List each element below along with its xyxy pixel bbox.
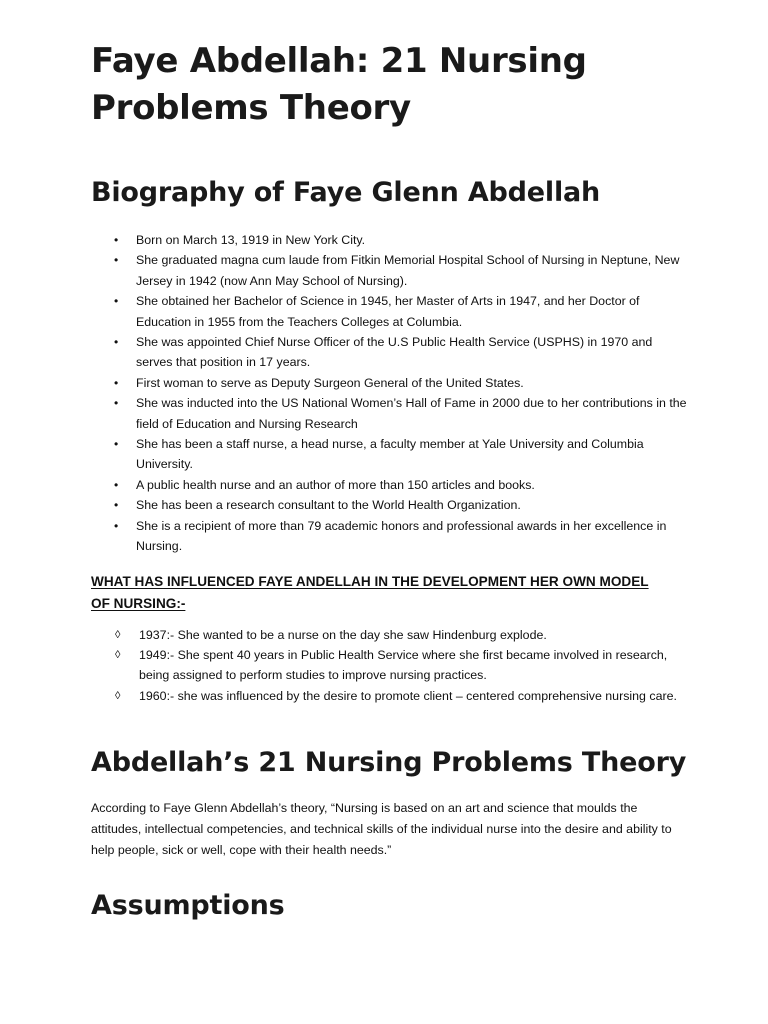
list-item-text: She graduated magna cum laude from Fitkin Memorial Hospital School of Nursing in Neptune, New Jersey in 1942 (now Ann May School of Nursing).: [136, 253, 680, 288]
bullet-icon: •: [114, 294, 119, 309]
bullet-icon: •: [114, 375, 119, 390]
diamond-bullet-icon: ◊: [115, 689, 121, 702]
bullet-icon: •: [114, 253, 119, 268]
bullet-icon: •: [114, 518, 119, 533]
list-item: [91, 645, 691, 686]
bullet-icon: •: [114, 477, 119, 492]
list-item: [91, 250, 691, 291]
list-item-text: First woman to serve as Deputy Surgeon General of the United States.: [136, 375, 524, 390]
theory-heading: Abdellah’s 21 Nursing Problems Theory: [91, 747, 687, 779]
list-item: [91, 495, 691, 515]
bullet-icon: •: [114, 233, 119, 247]
list-item-text: 1960:- she was influenced by the desire to promote client – centered comprehensive nursing care.: [139, 688, 677, 703]
list-item-text: 1937:- She wanted to be a nurse on the day she saw Hindenburg explode.: [139, 627, 547, 642]
bullet-icon: •: [114, 498, 119, 513]
list-item: [91, 434, 691, 475]
diamond-bullet-icon: ◊: [115, 648, 121, 661]
list-item: [91, 475, 691, 495]
assumptions-heading: Assumptions: [91, 890, 285, 922]
list-item: [91, 230, 691, 250]
list-item: [91, 291, 691, 332]
list-item: [91, 373, 691, 393]
document-title: Faye Abdellah: 21 Nursing Problems Theory: [91, 41, 587, 128]
list-item-text: 1949:- She spent 40 years in Public Health Service where she first became involved in research, being assigned to perform studies to improve nursing practices.: [139, 647, 668, 683]
list-item: [91, 393, 691, 434]
document-content: [91, 38, 691, 923]
theory-paragraph: According to Faye Glenn Abdellah’s theory, “Nursing is based on an art and science that moulds the attitudes, intellectual competencies, and technical skills of the individual nurse into the desire and ability to help people, sick or well, cope with their health needs.”: [91, 801, 672, 858]
list-item: [91, 686, 691, 706]
biography-heading: Biography of Faye Glenn Abdellah: [91, 177, 601, 208]
influences-list: [91, 625, 691, 707]
list-item: [91, 516, 691, 557]
list-item-text: She is a recipient of more than 79 academic honors and professional awards in her excellence in Nursing.: [136, 518, 667, 554]
bullet-icon: •: [114, 437, 119, 452]
diamond-bullet-icon: ◊: [115, 628, 121, 641]
bullet-icon: •: [114, 335, 119, 350]
bullet-icon: •: [114, 396, 119, 411]
list-item-text: She was appointed Chief Nurse Officer of the U.S Public Health Service (USPHS) in 1970 and serves that position in 17 years.: [136, 335, 653, 370]
influences-heading: WHAT HAS INFLUENCED FAYE ANDELLAH IN THE DEVELOPMENT HER OWN MODEL OF NURSING:-: [91, 573, 649, 611]
list-item: [91, 332, 691, 373]
biography-list: [91, 230, 691, 557]
list-item-text: She has been a research consultant to the World Health Organization.: [136, 498, 521, 513]
list-item-text: Born on March 13, 1919 in New York City.: [136, 233, 366, 247]
list-item-text: She obtained her Bachelor of Science in 1945, her Master of Arts in 1947, and her Doctor of Education in 1955 from the Teachers Colleges at Columbia.: [136, 294, 640, 329]
list-item: [91, 625, 691, 645]
list-item-text: She has been a staff nurse, a head nurse, a faculty member at Yale University and Columbia University.: [136, 437, 644, 472]
list-item-text: A public health nurse and an author of more than 150 articles and books.: [136, 477, 535, 492]
list-item-text: She was inducted into the US National Women’s Hall of Fame in 2000 due to her contributions in the field of Education and Nursing Research: [136, 396, 687, 431]
